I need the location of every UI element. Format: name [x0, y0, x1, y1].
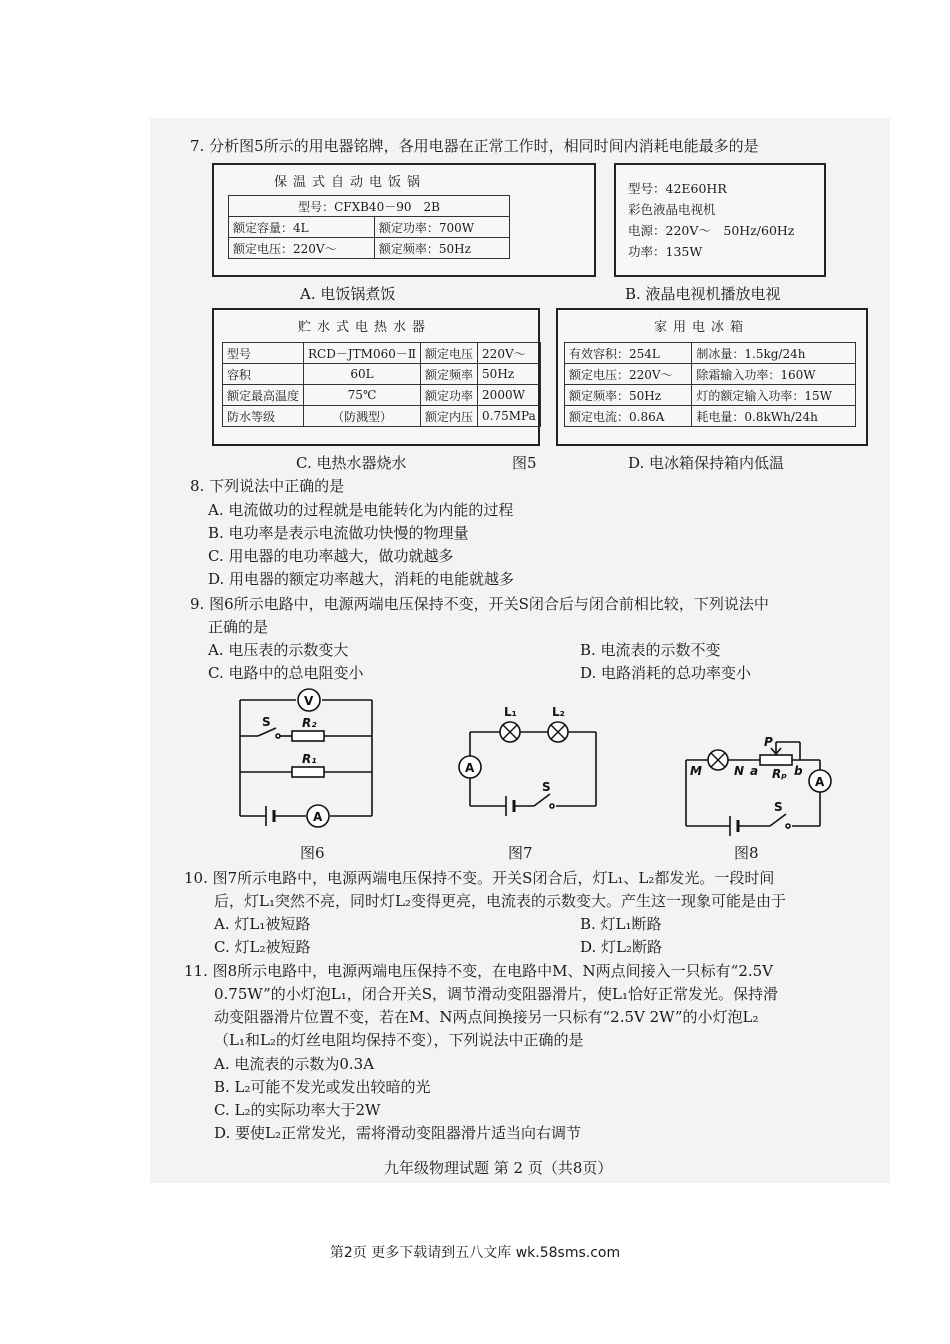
plate-c-cell: RCD－JTM060－Ⅱ — [304, 343, 421, 364]
plate-c-cell: 0.75MPa — [478, 406, 541, 427]
plate-a-cell: 额定电压：220V～ — [229, 238, 375, 259]
plate-c-cell: 75℃ — [304, 385, 421, 406]
q8-option: C. 用电器的电功率越大，做功就越多 — [208, 547, 454, 565]
q8-option: A. 电流做功的过程就是电能转化为内能的过程 — [208, 501, 514, 519]
plate-c-cell: 额定内压 — [421, 406, 478, 427]
q8-option: D. 用电器的额定功率越大，消耗的电能就越多 — [208, 570, 515, 588]
page-number-footer: 九年级物理试题 第 2 页（共8页） — [384, 1159, 613, 1177]
q7-option-b: B. 液晶电视机播放电视 — [625, 285, 781, 303]
plate-c-title: 贮水式电热水器 — [298, 320, 432, 335]
site-footer: 第2页 更多下载请到五八文库 wk.58sms.com — [329, 1245, 621, 1261]
q9-option-d: D. 电路消耗的总功率变小 — [580, 664, 752, 682]
plate-c-cell: 50Hz — [478, 364, 541, 385]
q11-option: D. 要使L₂正常发光，需将滑动变阻器滑片适当向右调节 — [214, 1124, 582, 1142]
fig8-switch-label: S — [774, 800, 783, 814]
plate-a-title: 保温式自动电饭锅 — [274, 175, 427, 190]
q10-option-c: C. 灯L₂被短路 — [214, 938, 311, 956]
fig6-switch-label: S — [262, 715, 271, 729]
plate-d-title: 家用电冰箱 — [654, 320, 750, 335]
q7-option-d: D. 电冰箱保持箱内低温 — [628, 454, 785, 472]
q11-stem-line: 0.75W”的小灯泡L₁，闭合开关S，调节滑动变阻器滑片，使L₁恰好正常发光。保持滑 — [214, 985, 778, 1003]
fig7-switch-label: S — [542, 780, 551, 794]
figure-8-caption: 图8 — [734, 844, 759, 862]
fig6-ammeter-label: A — [313, 810, 323, 824]
plate-d-cell: 制冰量：1.5kg/24h — [692, 343, 856, 364]
plate-d-cell: 耗电量：0.8kWh/24h — [692, 406, 856, 427]
q10-stem-line: 后，灯L₁突然不亮，同时灯L₂变得更亮，电流表的示数变大。产生这一现象可能是由于 — [214, 892, 786, 910]
q8-option: B. 电功率是表示电流做功快慢的物理量 — [208, 524, 469, 542]
fig7-ammeter-label: A — [465, 761, 475, 775]
fig8-ammeter-label: A — [815, 775, 825, 789]
plate-d-cell: 额定电流：0.86A — [565, 406, 692, 427]
plate-c-cell: 防水等级 — [223, 406, 304, 427]
q9-stem-line: 正确的是 — [208, 618, 269, 636]
q7-option-c: C. 电热水器烧水 — [296, 454, 407, 472]
q9-stem-line: 9. 图6所示电路中，电源两端电压保持不变，开关S闭合后与闭合前相比较，下列说法中 — [190, 595, 769, 613]
plate-a-cell: 额定频率：50Hz — [374, 238, 509, 259]
plate-b-line: 电源：220V～ 50Hz/60Hz — [628, 223, 795, 238]
fig7-l2-label: L₂ — [552, 705, 565, 719]
plate-d-cell: 灯的额定输入功率：15W — [692, 385, 856, 406]
plate-a-cell: 额定功率：700W — [374, 217, 509, 238]
q7-option-a: A. 电饭锅煮饭 — [300, 285, 396, 303]
q8-stem: 8. 下列说法中正确的是 — [190, 477, 345, 495]
plate-c-cell: （防溅型） — [304, 406, 421, 427]
fig8-b-label: b — [794, 764, 803, 778]
plate-c-cell: 额定功率 — [421, 385, 478, 406]
figure-7-caption: 图7 — [508, 844, 533, 862]
plate-a-model: 型号：CFXB40－90 2B — [229, 196, 510, 217]
q11-stem-line: （L₁和L₂的灯丝电阻均保持不变），下列说法中正确的是 — [214, 1031, 584, 1049]
q11-stem-line: 动变阻器滑片位置不变，若在M、N两点间换接另一只标有“2.5V 2W”的小灯泡L₂ — [214, 1008, 759, 1026]
plate-a-cell: 额定容量：4L — [229, 217, 375, 238]
q9-option-c: C. 电路中的总电阻变小 — [208, 664, 364, 682]
fig8-p-label: P — [764, 735, 773, 749]
q11-option: C. L₂的实际功率大于2W — [214, 1101, 381, 1119]
figure-6-caption: 图6 — [300, 844, 325, 862]
q11-option: B. L₂可能不发光或发出较暗的光 — [214, 1078, 431, 1096]
plate-c-cell: 额定频率 — [421, 364, 478, 385]
plate-d-cell: 有效容积：254L — [565, 343, 692, 364]
fig6-r2-label: R₂ — [302, 716, 317, 730]
q10-option-a: A. 灯L₁被短路 — [214, 915, 311, 933]
q9-option-b: B. 电流表的示数不变 — [580, 641, 721, 659]
fig6-r1-label: R₁ — [302, 752, 317, 766]
q11-option: A. 电流表的示数为0.3A — [214, 1055, 375, 1073]
fig6-voltmeter-label: V — [304, 694, 314, 708]
q11-stem-line: 11. 图8所示电路中，电源两端电压保持不变，在电路中M、N两点间接入一只标有“2.5V — [184, 962, 774, 980]
plate-d-cell: 额定电压：220V～ — [565, 364, 692, 385]
plate-c-cell: 容积 — [223, 364, 304, 385]
plate-c-cell: 220V～ — [478, 343, 541, 364]
fig8-n-label: N — [734, 764, 745, 778]
q9-option-a: A. 电压表的示数变大 — [208, 641, 349, 659]
plate-c-cell: 额定最高温度 — [223, 385, 304, 406]
q10-stem-line: 10. 图7所示电路中，电源两端电压保持不变。开关S闭合后，灯L₁、L₂都发光。一段时间 — [184, 869, 775, 887]
plate-b-line: 功率：135W — [628, 244, 703, 259]
plate-c-cell: 2000W — [478, 385, 541, 406]
figure-5-caption: 图5 — [512, 454, 537, 472]
plate-b-line: 彩色液晶电视机 — [628, 202, 716, 217]
q7-stem: 7. 分析图5所示的用电器铭牌，各用电器在正常工作时，相同时间内消耗电能最多的是 — [190, 137, 759, 155]
fig8-rp-label: Rₚ — [772, 767, 787, 781]
plate-c-cell: 额定电压 — [421, 343, 478, 364]
fig8-m-label: M — [690, 764, 702, 778]
fig8-a-label: a — [750, 764, 759, 778]
plate-d-cell: 额定频率：50Hz — [565, 385, 692, 406]
plate-b-line: 型号：42E60HR — [628, 181, 727, 196]
plate-d-cell: 除霜输入功率：160W — [692, 364, 856, 385]
plate-c-cell: 型号 — [223, 343, 304, 364]
q10-option-b: B. 灯L₁断路 — [580, 915, 662, 933]
fig7-l1-label: L₁ — [504, 705, 517, 719]
plate-c-cell: 60L — [304, 364, 421, 385]
q10-option-d: D. 灯L₂断路 — [580, 938, 663, 956]
